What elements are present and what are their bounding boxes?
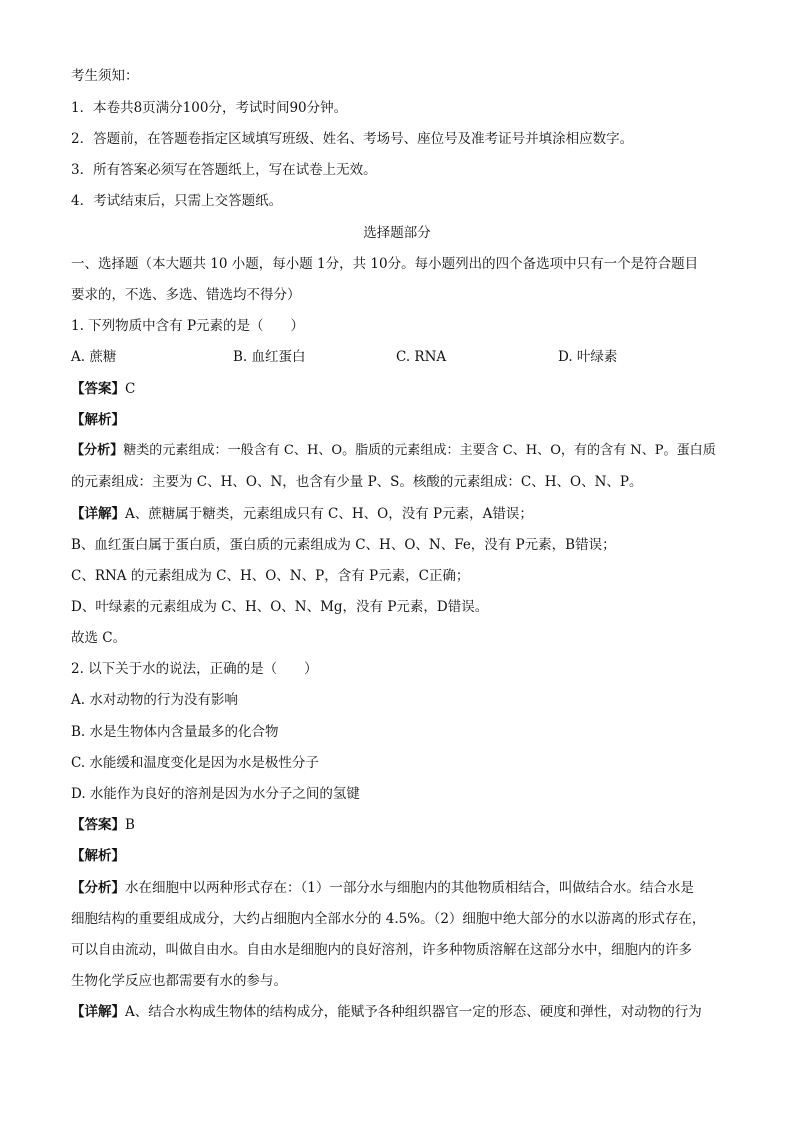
- section-intro-line-1: 一、选择题（本大题共 10 小题，每小题 1分，共 10分。每小题列出的四个备选项中只有一个是符合题目: [71, 256, 699, 272]
- q2-xiangjie-line-1: [71, 1004, 723, 1020]
- notice-item-1: 1．本卷共8页满分100分，考试时间90分钟。: [71, 100, 348, 116]
- section-intro-line-2: 要求的，不选、多选、错选均不得分）: [71, 287, 301, 303]
- q2-xiangjie-tag: 【详解】: [71, 1004, 125, 1020]
- q1-xiangjie-line-2: B、血红蛋白属于蛋白质，蛋白质的元素组成为 C、H、O、N、Fe，没有 P元素，B错误；: [71, 537, 616, 553]
- q2-option-a: A. 水对动物的行为没有影响: [71, 692, 238, 708]
- q1-fenxi-tag: 【分析】: [71, 443, 124, 458]
- q1-xiangjie-line-3: C、RNA 的元素组成为 C、H、O、N、P，含有 P元素，C正确；: [71, 568, 470, 584]
- q1-xiangjie-line-4: D、叶绿素的元素组成为 C、H、O、N、Mg，没有 P元素，D错误。: [71, 599, 489, 615]
- q2-stem: 2. 以下关于水的说法，正确的是（ ）: [71, 661, 318, 677]
- q1-answer-value: C: [125, 381, 136, 397]
- q2-fenxi-text-1: 水在细胞中以两种形式存在：（1）一部分水与细胞内的其他物质相结合，叫做结合水。结合水是: [125, 880, 694, 896]
- q2-option-c: C. 水能缓和温度变化是因为水是极性分子: [71, 755, 319, 771]
- q1-answer: [71, 381, 723, 397]
- q2-fenxi-tag: 【分析】: [71, 880, 125, 896]
- q2-fenxi-line-2: 细胞结构的重要组成成分，大约占细胞内全部水分的 4.5%。（2）细胞中绝大部分的水以游离的形式存在，: [71, 911, 706, 927]
- q2-answer: [71, 817, 723, 833]
- notice-item-3: 3．所有答案必须写在答题纸上，写在试卷上无效。: [71, 162, 377, 178]
- q2-fenxi-line-4: 生物化学反应也都需要有水的参与。: [71, 973, 287, 989]
- q1-fenxi-line-1: [71, 443, 723, 459]
- q2-fenxi-line-1: [71, 880, 723, 896]
- q2-analysis-tag: 【解析】: [71, 848, 125, 864]
- notice-title: 考生须知：: [71, 68, 139, 84]
- q1-stem: 1. 下列物质中含有 P元素的是（ ）: [71, 318, 305, 334]
- q1-answer-tag: 【答案】: [71, 381, 125, 397]
- q1-conclusion: 故选 C。: [71, 630, 127, 646]
- q1-fenxi-line-2: 的元素组成：主要为 C、H、O、N，也含有少量 P、S。核酸的元素组成：C、H、O、N、P。: [71, 474, 643, 490]
- q1-option-d: D. 叶绿素: [558, 349, 618, 365]
- q1-xiangjie-tag: 【详解】: [71, 506, 125, 522]
- notice-item-4: 4．考试结束后，只需上交答题纸。: [71, 193, 283, 209]
- q2-fenxi-line-3: 可以自由流动，叫做自由水。自由水是细胞内的良好溶剂，许多种物质溶解在这部分水中，细胞内的许多: [71, 942, 692, 958]
- notice-item-2: 2．答题前，在答题卷指定区域填写班级、姓名、考场号、座位号及准考证号并填涂相应数字。: [71, 131, 634, 147]
- q1-analysis-tag: 【解析】: [71, 412, 125, 428]
- q1-option-c: C. RNA: [396, 349, 447, 365]
- q1-fenxi-text-1: 糖类的元素组成：一般含有 C、H、O。脂质的元素组成：主要含 C、H、O，有的含有 N、P。蛋白质: [123, 443, 716, 458]
- q1-xiangjie-text-1: A、蔗糖属于糖类，元素组成只有 C、H、O，没有 P元素，A错误；: [125, 506, 533, 522]
- q2-xiangjie-text-1: A、结合水构成生物体的结构成分，能赋予各种组织器官一定的形态、硬度和弹性，对动物的行为: [125, 1004, 702, 1020]
- q1-option-b: B. 血红蛋白: [233, 349, 306, 365]
- q2-answer-tag: 【答案】: [71, 817, 125, 833]
- q2-option-d: D. 水能作为良好的溶剂是因为水分子之间的氢键: [71, 786, 360, 802]
- q2-answer-value: B: [125, 817, 135, 833]
- q1-xiangjie-line-1: [71, 506, 723, 522]
- section-title: 选择题部分: [363, 225, 431, 241]
- q2-option-b: B. 水是生物体内含量最多的化合物: [71, 724, 279, 740]
- q1-option-a: A. 蔗糖: [71, 349, 117, 365]
